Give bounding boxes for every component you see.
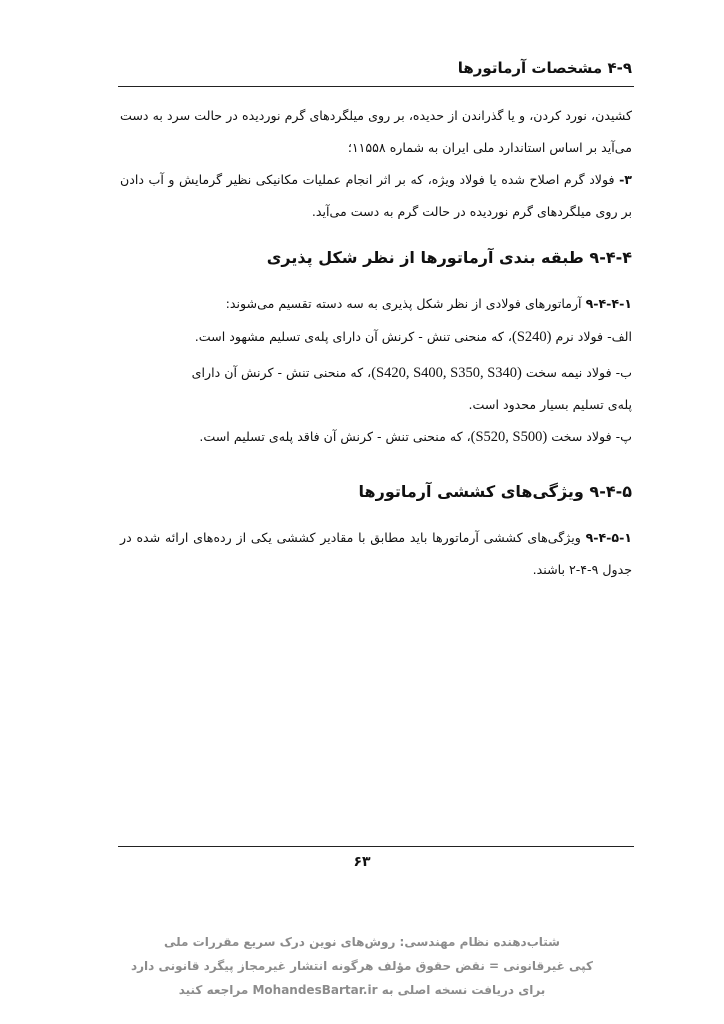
section-heading-4-5: ۹-۴-۵ ویژگی‌های کششی آرماتورها [358, 482, 632, 501]
item-b-continuation: پله‌ی تسلیم بسیار محدود است. [468, 397, 632, 412]
item-a [120, 323, 632, 351]
item-b-grades: (S420, S400, S350, S340) [371, 365, 522, 381]
clause-4-5-1 [120, 522, 632, 586]
clause-4-5-1-number: ۹-۴-۵-۱ [585, 530, 632, 545]
item-b-suffix: ، که منحنی تنش - کرنش آن دارای [191, 365, 372, 380]
watermark-line-2: کپی غیرقانونی = نقض حقوق مؤلف هرگونه انتشار غیرمجاز پیگرد قانونی دارد [130, 959, 594, 973]
item-a-prefix: الف- فولاد نرم [555, 329, 632, 344]
list-item-3-number: ۳- [619, 172, 632, 187]
page-number: ۶۳ [353, 854, 371, 870]
watermark-line-3: برای دریافت نسخه اصلی به MohandesBartar.ir مراجعه کنید [178, 983, 546, 997]
watermark-line-1: شتاب‌دهنده نظام مهندسی: روش‌های نوین درک سریع مقررات ملی [164, 935, 560, 949]
item-a-suffix: ، که منحنی تنش - کرنش آن دارای پله‌ی تسلیم مشهود است. [194, 329, 512, 344]
watermark-block [0, 930, 724, 1002]
section-heading-4-4: ۹-۴-۴ طبقه بندی آرماتورها از نظر شکل پذیری [266, 248, 632, 267]
item-c-suffix: ، که منحنی تنش - کرنش آن فاقد پله‌ی تسلیم است. [199, 429, 471, 444]
item-b-prefix: ب- فولاد نیمه سخت [525, 365, 632, 380]
item-c-prefix: پ- فولاد سخت [551, 429, 632, 444]
clause-4-4-1-text: آرماتورهای فولادی از نظر شکل پذیری به سه دسته تقسیم می‌شوند: [225, 296, 582, 311]
item-b [120, 359, 632, 387]
item-a-grades: (S240) [512, 329, 552, 345]
item-c [120, 423, 632, 451]
footer-divider [118, 846, 634, 847]
page-header-title: ۴-۹ مشخصات آرماتورها [457, 59, 632, 77]
list-item-3-text: فولاد گرم اصلاح شده یا فولاد ویژه، که بر اثر انجام عملیات مکانیکی نظیر گرمایش و آب دادن بر روی میلگردهای گرم نوردیده در حالت گرم به دست می‌آید. [120, 172, 632, 219]
clause-4-4-1-number: ۹-۴-۴-۱ [585, 296, 632, 311]
list-item-3 [120, 164, 632, 228]
intro-paragraph: کشیدن، نورد کردن، و یا گذراندن از حدیده، بر روی میلگردهای گرم نوردیده در حالت سرد به دست می‌آید بر اساس استاندارد ملی ایران به شماره ۱۱۵۵۸؛ [120, 108, 632, 155]
clause-4-4-1 [120, 290, 632, 318]
item-c-grades: (S520, S500) [470, 429, 548, 445]
header-divider [118, 86, 634, 87]
clause-4-5-1-text: ویژگی‌های کششی آرماتورها باید مطابق با مقادیر کششی یکی از رده‌های ارائه شده در جدول ۹-۴-۲ باشند. [120, 530, 632, 577]
